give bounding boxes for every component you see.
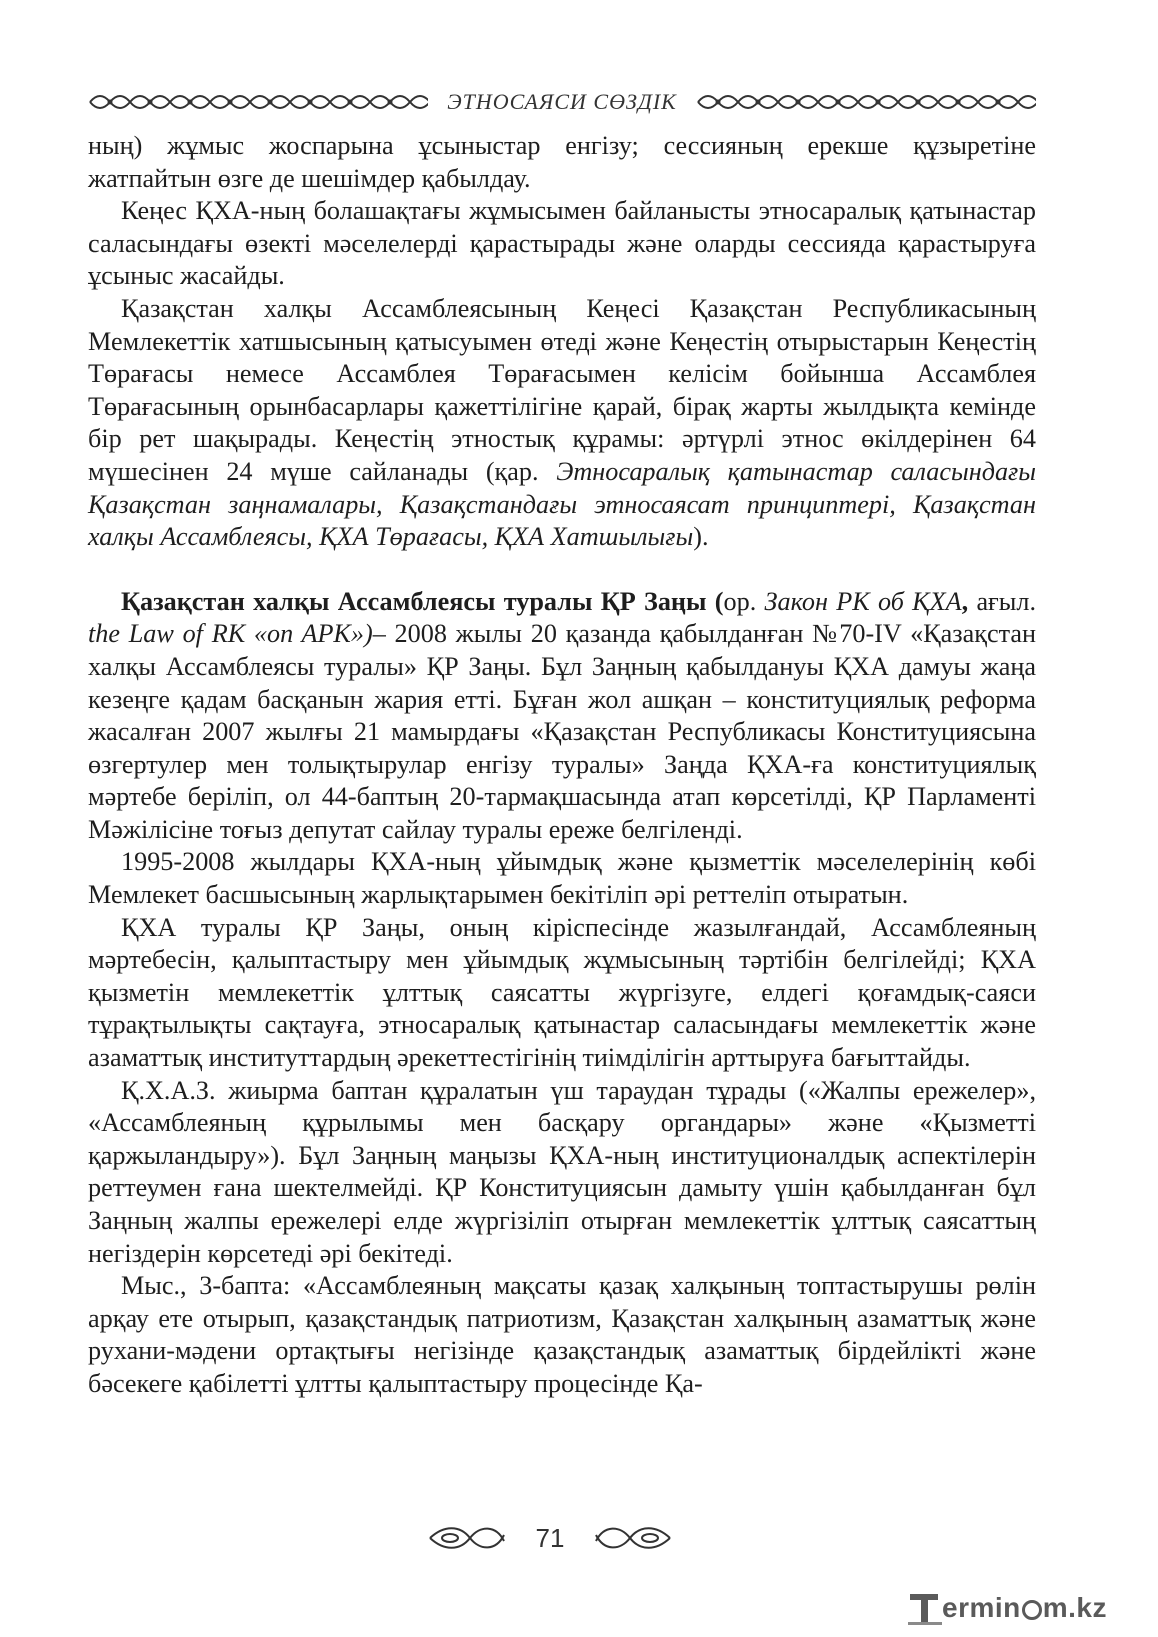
page-body (88, 130, 1036, 1401)
termincom-watermark (908, 1588, 1140, 1628)
russian-term: Закон РК об ҚХА (764, 586, 962, 616)
paragraph: Қ.Х.А.З. жиырма баптан құралатын үш тараудан тұрады («Жалпы ережелер», «Ассамблеяның құрылымы мен басқару органдары» және «Қызметті қаржыландыру»). Бұл Заңның маңызы ҚХА-ның институционалдық аспектілерін реттеумен ғана шектелмейді. ҚР Конституциясын дамыту үшін қабылданған бұл Заңның жалпы ережелері елде жүргізіліп отырған мемлекеттік ұлттық саясаттың негіздерін көрсетеді әрі бекітеді. (88, 1075, 1036, 1268)
watermark-search-icon (1022, 1600, 1042, 1620)
cross-reference: Этносаралық қатынастар саласындағы Қазақстан заңнамалары, Қазақстандағы этносаясат принциптері, Қазақстан халқы Ассамблеясы, ҚХА Төрағасы, ҚХА Хатшылығы (88, 456, 1036, 552)
running-header-title: ЭТНОСАЯСИ СӨЗДІК (447, 89, 677, 114)
watermark-domain: m.kz (1042, 1592, 1107, 1623)
flourish-right-icon (594, 1523, 674, 1553)
english-term: the Law of RK «on APK») (88, 619, 373, 649)
entry-term: Қазақстан халқы Ассамблеясы туралы ҚР Заңы ( (121, 586, 724, 616)
paragraph (88, 293, 1036, 554)
entry-comma: , (961, 586, 969, 616)
ornament-band-left-icon (88, 91, 428, 113)
paragraph-text-end: ). (693, 522, 709, 552)
paragraph-text: Қазақстан халқы Ассамблеясының Кеңесі Қазақстан Республикасының Мемлекеттік хатшысының қатысуымен өтеді және Кеңестің отырыстарын Кеңестің Төрағасы немесе Ассамблея Төрағасымен келісім бойынша Ассамблея Төрағасының орынбасарлары қажеттілігіне қарай, бірақ жарты жылдықта кемінде бір рет шақырады. Кеңестің этностық құрамы: әртүрлі этнос өкілдерінен 64 мүшесінен 24 мүше сайланады (қар. (88, 293, 1036, 486)
entry-definition: – 2008 жылы 20 қазанда қабылданған №70-IV «Қазақстан халқы Ассамблеясы туралы» ҚР Заңы. Бұл Заңның қабылдануы ҚХА дамуы жаңа кезеңге қадам басқанын жария етті. Бұған жол ашқан – конституциялық реформа жасалған 2007 жылғы 21 мамырдағы «Қазақстан Республикасы Конституциясына өзгертулер мен толықтырулар енгізу туралы» Заңда ҚХА-ға конституциялық мәртебе беріліп, ол 44-баптың 20-тармақшасында атап көрсетілді, ҚР Парламенті Мәжілісіне тоғыз депутат сайлау туралы ереже белгіленді. (88, 619, 1036, 844)
paragraph: ҚХА туралы ҚР Заңы, оның кіріспесінде жазылғандай, Ассамблеяның мәртебесін, қалыптастыру мен ұйымдық жұмысының тәртібін белгілейді; ҚХА қызметін мемлекеттік ұлттық саясатты жүргізуге, елдегі қоғамдық-саяси тұрақтылықты сақтауға, этносаралық қатынастар саласындағы мемлекеттік және азаматтық институттардың әрекеттестігінің тиімділігін арттыруға бағыттайды. (88, 912, 1036, 1073)
paragraph: 1995-2008 жылдары ҚХА-ның ұйымдық және қызметтік мәселелерінің көбі Мемлекет басшысының жарлықтарымен бекітіліп әрі реттеліп отыратын. (88, 847, 1036, 910)
page-footer (400, 1520, 700, 1556)
paragraph: Мыс., 3-бапта: «Ассамблеяның мақсаты қазақ халқының топтастырушы рөлін арқау ете отырып, қазақстандық патриотизм, Қазақстан халқының азаматтық және рухани-мәдени ортақтығы негізінде қазақстандық азаматтық бірдейлікті және бәсекеге қабілетті ұлтты қалыптастыру процесінде Қа- (88, 1271, 1036, 1398)
english-label: ағыл. (976, 586, 1037, 616)
page-number: 71 (535, 1522, 565, 1553)
dictionary-entry (88, 586, 1036, 847)
watermark-text: ermin (942, 1592, 1021, 1623)
russian-label: ор. (723, 586, 757, 616)
termincom-logo-icon (908, 1590, 942, 1626)
ornament-band-right-icon (696, 91, 1036, 113)
flourish-left-icon (426, 1523, 506, 1553)
paragraph: Кеңес ҚХА-ның болашақтағы жұмысымен байланысты этносаралық қатынастар саласындағы өзекті мәселелерді қарастырады және оларды сессияда қарастыруға ұсыныс жасайды. (88, 196, 1036, 291)
paragraph-continuation: ның) жұмыс жоспарына ұсыныстар енгізу; сессияның ерекше құзыретіне жатпайтын өзге де шешімдер қабылдау. (88, 131, 1036, 193)
running-header (88, 86, 1036, 118)
